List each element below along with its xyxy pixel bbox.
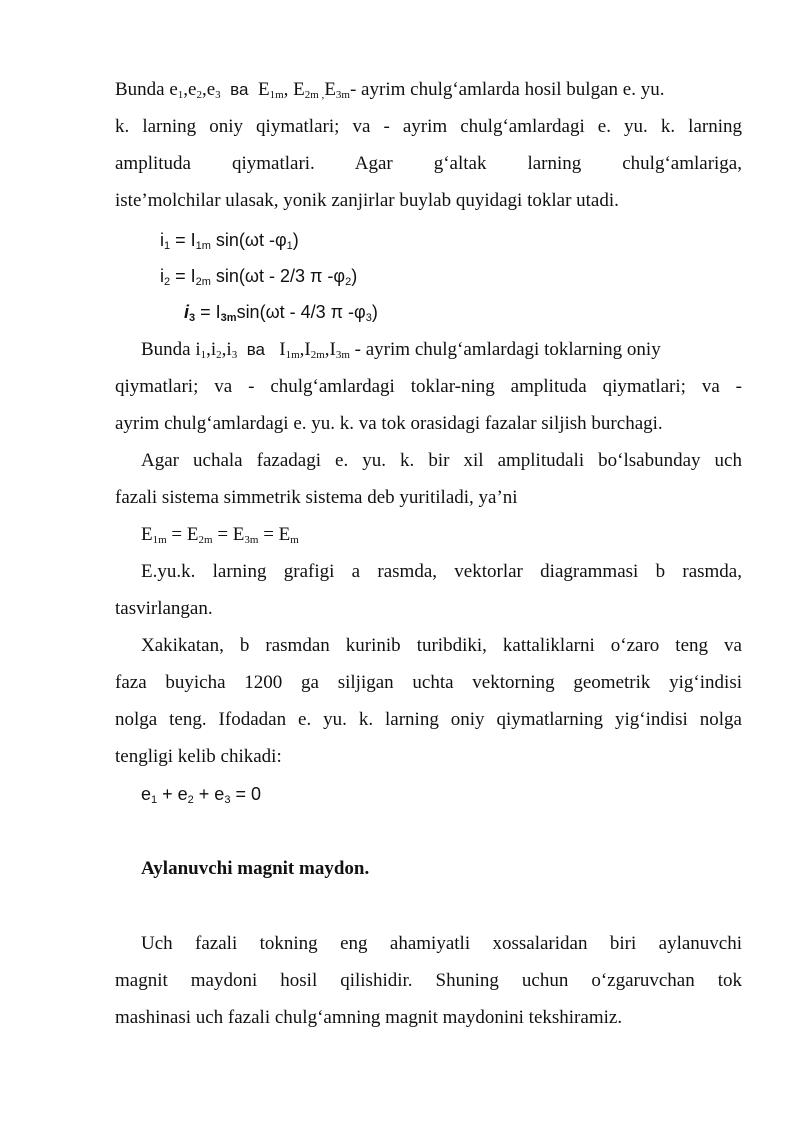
formula-i3: $i_3 = I_{3m}\sin(\omega t - 4/3$ π $-\varphi_3$) — [184, 302, 378, 324]
paragraph4-line2: tasvirlangan. — [115, 598, 213, 619]
paragraph5-line2: faza buyicha 1200 ga siljigan uchta vektorning geometrik yig‘indisi — [115, 672, 742, 693]
paragraph6-line3: mashinasi uch fazali chulg‘amning magnit maydonini tekshiramiz. — [115, 1007, 623, 1028]
paragraph1-line3: amplituda qiymatlari. Agar g‘altak larning chulg‘amlariga, — [115, 153, 742, 174]
paragraph2-line3: ayrim chulg‘amlardagi e. yu. k. va tok orasidagi fazalar siljish burchagi. — [115, 413, 663, 434]
section-heading: Aylanuvchi magnit maydon. — [141, 858, 370, 879]
paragraph4-line1: E.yu.k. larning grafigi a rasmda, vektorlar diagrammasi b rasmda, — [141, 561, 742, 582]
paragraph6-line1: Uch fazali tokning eng ahamiyatli xossalaridan biri aylanuvchi — [141, 933, 742, 954]
paragraph1-line4: iste’molchilar ulasak, yonik zanjirlar buylab quyidagi toklar utadi. — [115, 190, 619, 211]
paragraph5-line3: nolga teng. Ifodadan e. yu. k. larning oniy qiymatlarning yig‘indisi nolga — [115, 709, 742, 730]
paragraph1-line1: Bunda $e_1,e_2,e_3$ ва $E_{1m}$, $E_{2m ,}E_{3m}-$ ayrim chulg‘amlarda hosil bulgan e. yu. — [115, 79, 665, 101]
sum-equation: $e_1 + e_2 + e_3 = 0$ — [141, 784, 261, 806]
paragraph5-line4: tengligi kelib chikadi: — [115, 746, 282, 767]
paragraph2-line2: qiymatlari; va - chulg‘amlardagi toklar-ning amplituda qiymatlari; va - — [115, 376, 742, 397]
formula-i2: $i_2 = I_{2m}$ sin(ωt - 2/3 π $-\varphi_2$) — [160, 266, 358, 288]
paragraph2-line1: Bunda $i_1,i_2,i_3$ ва $I_{1m},I_{2m},I_{3m}$ - ayrim chulg‘amlardagi toklarning oniy — [141, 339, 661, 361]
paragraph3-line2: fazali sistema simmetrik sistema deb yuritiladi, ya’ni — [115, 487, 518, 508]
paragraph1-line2: k. larning oniy qiymatlari; va - ayrim chulg‘amlardagi e. yu. k. larning — [115, 116, 742, 137]
paragraph5-line1: Xakikatan, b rasmdan kurinib turibdiki, kattaliklarni o‘zaro teng va — [141, 635, 742, 656]
formula-i1: $i_1 = I_{1m}$ sin(ωt $-\varphi_1$) — [160, 230, 299, 252]
paragraph3-line1: Agar uchala fazadagi e. yu. k. bir xil amplitudali bo‘lsabunday uch — [141, 450, 742, 471]
paragraph6-line2: magnit maydoni hosil qilishidir. Shuning uchun o‘zgaruvchan tok — [115, 970, 742, 991]
amplitude-equality: $E_{1m} = E_{2m} = E_{3m} = E_m$ — [141, 524, 299, 546]
